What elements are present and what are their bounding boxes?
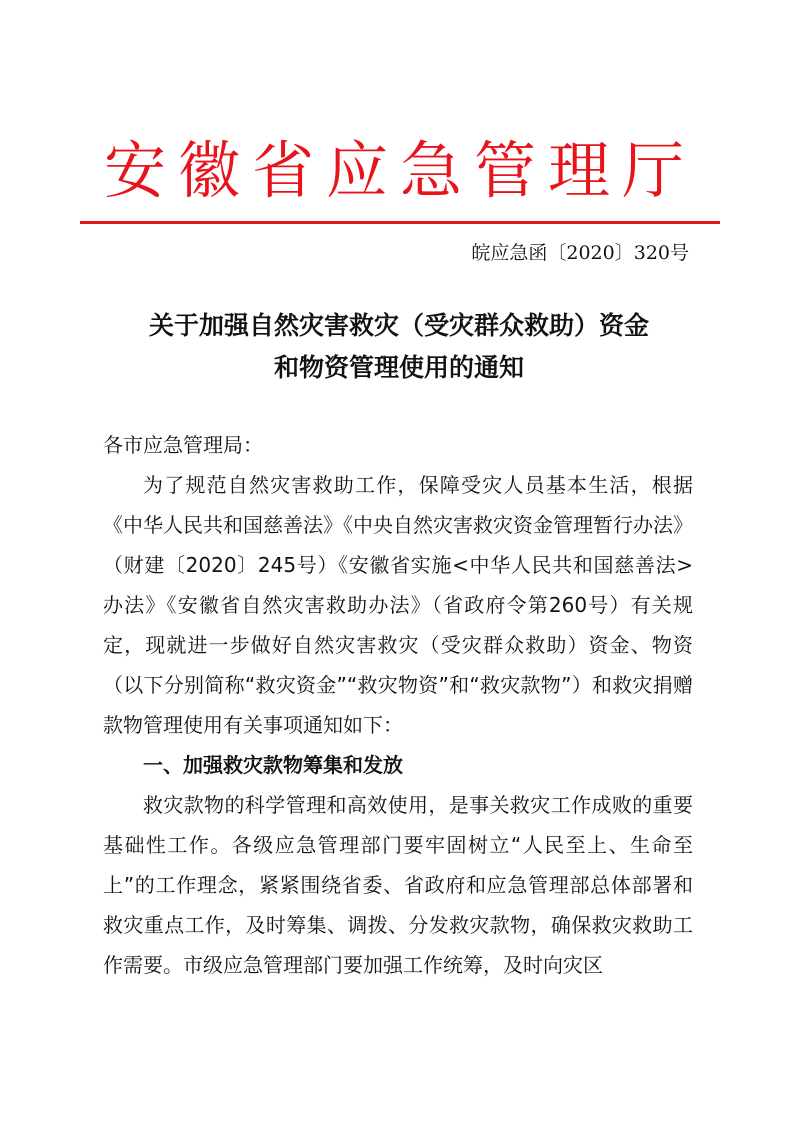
document-body	[103, 425, 693, 985]
notice-title-line-2: 和物资管理使用的通知	[273, 353, 524, 382]
issuing-organization-title: 安徽省应急管理厅	[103, 134, 696, 207]
section-1-heading: 一、加强救灾款物筹集和发放	[143, 753, 403, 777]
salutation: 各市应急管理局：	[103, 433, 263, 457]
intro-paragraph: 为了规范自然灾害救助工作，保障受灾人员基本生活，根据《中华人民共和国慈善法》《中央自然灾害救灾资金管理暂行办法》（财建〔2020〕245号）《安徽省实施<中华人民共和国慈善法>办法》《安徽省自然灾害救助办法》（省政府令第260号）有关规定，现就进一步做好自然灾害救灾（受灾群众救助）资金、物资（以下分别简称“救灾资金”“救灾物资”和“救灾款物”）和救灾捐赠款物管理使用有关事项通知如下：	[103, 473, 693, 737]
notice-title-line-1: 关于加强自然灾害救灾（受灾群众救助）资金	[148, 311, 649, 340]
red-separator-line	[80, 221, 720, 224]
section-1-paragraph: 救灾款物的科学管理和高效使用，是事关救灾工作成败的重要基础性工作。各级应急管理部门要牢固树立“人民至上、生命至上”的工作理念，紧紧围绕省委、省政府和应急管理部总体部署和救灾重点工作，及时筹集、调拨、分发救灾款物，确保救灾救助工作需要。市级应急管理部门要加强工作统筹，及时向灾区	[103, 793, 693, 977]
notice-title	[100, 305, 698, 389]
document-number: 皖应急函〔2020〕320号	[471, 242, 689, 264]
